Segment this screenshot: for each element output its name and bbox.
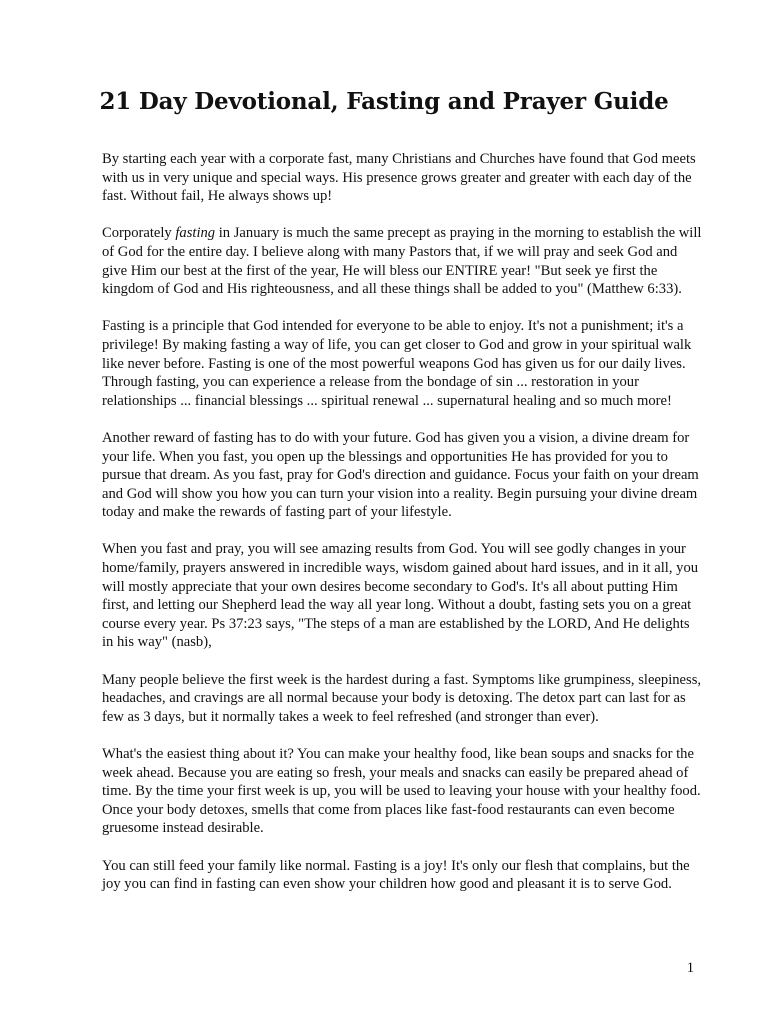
paragraph-intro: By starting each year with a corporate fast, many Christians and Churches have found that God meets with us in very unique and special ways. His presence grows greater and greater with each day of the fast. Without fail, He always shows up! [102, 151, 696, 205]
document-body [102, 150, 702, 912]
paragraph-reward: Another reward of fasting has to do with your future. God has given you a vision, a divine dream for your life. When you fast, you open up the blessings and opportunities He has provided for you to pursue that dream. As you fast, pray for God's direction and guidance. Focus your faith on your dream and God will show you how you can turn your vision into a reality. Begin pursuing your divine dream today and make the rewards of fasting part of your lifestyle. [102, 429, 699, 521]
page-number: 1 [686, 960, 694, 976]
paragraph-corporate-fasting [102, 224, 702, 298]
paragraph-first-week: Many people believe the first week is the hardest during a fast. Symptoms like grumpiness, sleepiness, headaches, and cravings are all normal because your body is detoxing. The detox part can last for as few as 3 days, but it normally takes a week to feel refreshed (and stronger than ever). [102, 671, 702, 725]
document-title: 21 Day Devotional, Fasting and Prayer Guide [99, 88, 669, 115]
paragraph-text: in January is much the same precept as praying in the morning to establish the will of God for the entire day. I believe along with many Pastors that, if we will pray and seek God and give Him our best at the first of the year, He will bless our ENTIRE year! "But seek ye first the kingdom of God and His righteousness, and all these things shall be added to you" (Matthew 6:33). [102, 225, 702, 298]
paragraph-results: When you fast and pray, you will see amazing results from God. You will see godly changes in your home/family, prayers answered in incredible ways, wisdom gained about hard issues, and in it all, you will mostly appreciate that your own desires become secondary to God's. It's all about putting Him first, and letting our Shepherd lead the way all year long. Without a doubt, fasting sets you on a great course every year. Ps 37:23 says, "The steps of a man are established by the LORD, And He delights in his way" (nasb), [102, 541, 699, 651]
paragraph-family: You can still feed your family like normal. Fasting is a joy! It's only our flesh that complains, but the joy you can find in fasting can even show your children how good and pleasant it is to serve God. [102, 857, 690, 893]
paragraph-easiest-thing: What's the easiest thing about it? You can make your healthy food, like bean soups and snacks for the week ahead. Because you are eating so fresh, your meals and snacks can easily be prepared ahead of time. By the time your first week is up, you will be used to leaving your house with your healthy food. Once your body detoxes, smells that come from places like fast-food restaurants can even become gruesome instead desirable. [102, 746, 701, 837]
paragraph-principle: Fasting is a principle that God intended for everyone to be able to enjoy. It's not a punishment; it's a privilege! By making fasting a way of life, you can get closer to God and grow in your spiritual walk like never before. Fasting is one of the most powerful weapons God has given us for our daily lives. Through fasting, you can experience a release from the bondage of sin ... restoration in your relationships ... financial blessings ... spiritual renewal ... supernatural healing and so much more! [102, 318, 692, 409]
emphasis-fasting: fasting [175, 225, 216, 242]
paragraph-text: Corporately [102, 225, 176, 242]
